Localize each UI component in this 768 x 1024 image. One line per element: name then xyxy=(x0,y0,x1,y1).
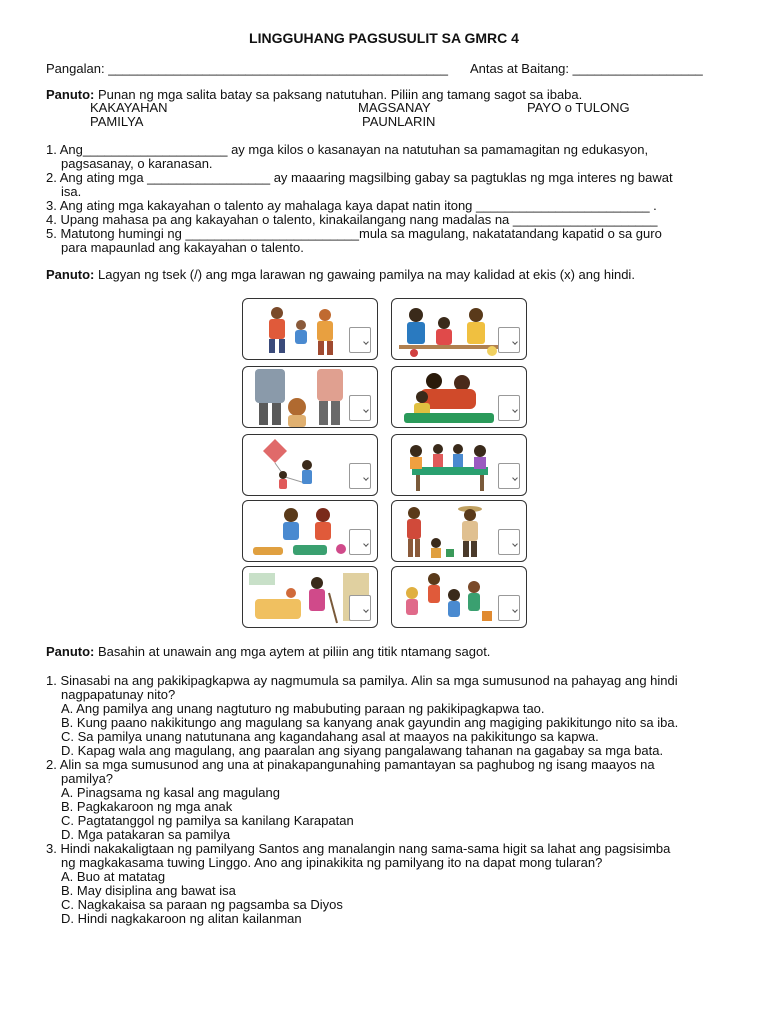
parents-arguing-picture xyxy=(242,366,378,428)
answer-box[interactable] xyxy=(498,395,520,421)
choice: C. Sa pamilya unang natutunana ang kagandahang asal at maayos na pakikitungo sa kapwa. xyxy=(61,729,599,744)
family-sitting-together-picture xyxy=(391,366,527,428)
choice: A. Buo at matatag xyxy=(61,869,166,884)
part3-instruction xyxy=(46,645,490,659)
grade-field[interactable] xyxy=(470,62,703,76)
fill-item-cont: para mapaunlad ang kakayahan o talento. xyxy=(61,240,304,255)
question-cont: ng magkakasama tuwing Linggo. Ano ang ipinakikita ng pamilyang ito na dapat mong tularan? xyxy=(61,855,603,870)
mother-cleaning-alone-picture xyxy=(242,566,378,628)
answer-box[interactable] xyxy=(498,327,520,353)
fill-item-cont: isa. xyxy=(61,184,82,199)
fill-item: 4. Upang mahasa pa ang kakayahan o talento, kinakailangang nang madalas na ____________________ xyxy=(46,212,658,227)
word-bank-item: PAUNLARIN xyxy=(362,114,436,129)
family-playing-picture xyxy=(242,298,378,360)
answer-box[interactable] xyxy=(498,595,520,621)
fill-item-cont: pagsasanay, o karanasan. xyxy=(61,156,213,171)
choice: A. Ang pamilya ang unang nagtuturo ng mabubuting paraan ng pakikipagkapwa tao. xyxy=(61,701,545,716)
grade-line: __________________ xyxy=(572,61,703,76)
children-fighting-picture xyxy=(391,566,527,628)
name-label: Pangalan: xyxy=(46,61,105,76)
part2-label: Panuto: xyxy=(46,267,95,282)
children-playing-messy-picture xyxy=(242,500,378,562)
kite-flying-picture xyxy=(242,434,378,496)
page-title: LINGGUHANG PAGSUSULIT SA GMRC 4 xyxy=(249,30,519,46)
part1-instruction-text: Punan ng mga salita batay sa paksang natutuhan. Piliin ang tamang sagot sa ibaba. xyxy=(98,87,583,102)
word-bank-item: MAGSANAY xyxy=(358,100,431,115)
choice: C. Nagkakaisa sa paraan ng pagsamba sa Diyos xyxy=(61,897,343,912)
name-field[interactable] xyxy=(46,62,448,76)
question: 1. Sinasabi na ang pakikipagkapwa ay nagmumula sa pamilya. Alin sa mga sumusunod na pahayag ang hindi xyxy=(46,673,678,688)
choice: D. Kapag wala ang magulang, ang paaralan ang siyang pangalawang tahanan na gagabay sa mga bata. xyxy=(61,743,664,758)
choice: B. Pagkakaroon ng mga anak xyxy=(61,799,233,814)
fill-item: 1. Ang____________________ ay mga kilos o kasanayan na natutuhan sa pamamagitan ng edukasyon, xyxy=(46,142,649,157)
choice: D. Hindi nagkakaroon ng alitan kailanman xyxy=(61,911,302,926)
word-bank-item: PAYO o TULONG xyxy=(527,100,630,115)
choice: A. Pinagsama ng kasal ang magulang xyxy=(61,785,280,800)
answer-box[interactable] xyxy=(349,395,371,421)
fill-item: 2. Ang ating mga _________________ ay maaaring magsilbing gabay sa pagtuklas ng mga interes ng bawat xyxy=(46,170,673,185)
word-bank-item: PAMILYA xyxy=(90,114,144,129)
part1-label: Panuto: xyxy=(46,87,95,102)
part2-instruction xyxy=(46,268,635,282)
grade-label: Antas at Baitang: xyxy=(470,61,570,76)
family-gardening-picture xyxy=(391,500,527,562)
answer-box[interactable] xyxy=(498,463,520,489)
answer-box[interactable] xyxy=(349,463,371,489)
choice: C. Pagtatanggol ng pamilya sa kanilang Karapatan xyxy=(61,813,354,828)
question-cont: nagpapatunay nito? xyxy=(61,687,176,702)
part3-label: Panuto: xyxy=(46,644,95,659)
question: 3. Hindi nakakaligtaan ng pamilyang Santos ang manalangin nang sama-sama higit sa lahat ang pagsisimba xyxy=(46,841,671,856)
choice: D. Mga patakaran sa pamilya xyxy=(61,827,231,842)
choice: B. May disiplina ang bawat isa xyxy=(61,883,236,898)
answer-box[interactable] xyxy=(349,595,371,621)
answer-box[interactable] xyxy=(498,529,520,555)
question: 2. Alin sa mga sumusunod ang una at pinakapangunahing pamantayan sa paghubog ng isang maayos na xyxy=(46,757,655,772)
family-dining-picture xyxy=(391,434,527,496)
family-cooking-picture xyxy=(391,298,527,360)
question-cont: pamilya? xyxy=(61,771,114,786)
fill-item: 5. Matutong humingi ng ________________________mula sa magulang, nakatatandang kapatid o sa guro xyxy=(46,226,662,241)
name-line: _______________________________________________ xyxy=(108,61,448,76)
answer-box[interactable] xyxy=(349,529,371,555)
answer-box[interactable] xyxy=(349,327,371,353)
choice: B. Kung paano nakikitungo ang magulang sa kanyang anak gayundin ang magiging pakikitungo nito sa iba. xyxy=(61,715,679,730)
fill-item: 3. Ang ating mga kakayahan o talento ay mahalaga kaya dapat natin itong ________________________ . xyxy=(46,198,657,213)
part3-instruction-text: Basahin at unawain ang mga aytem at piliin ang titik ntamang sagot. xyxy=(98,644,491,659)
part2-instruction-text: Lagyan ng tsek (/) ang mga larawan ng gawaing pamilya na may kalidad at ekis (x) ang hindi. xyxy=(98,267,635,282)
word-bank-item: KAKAYAHAN xyxy=(90,100,168,115)
